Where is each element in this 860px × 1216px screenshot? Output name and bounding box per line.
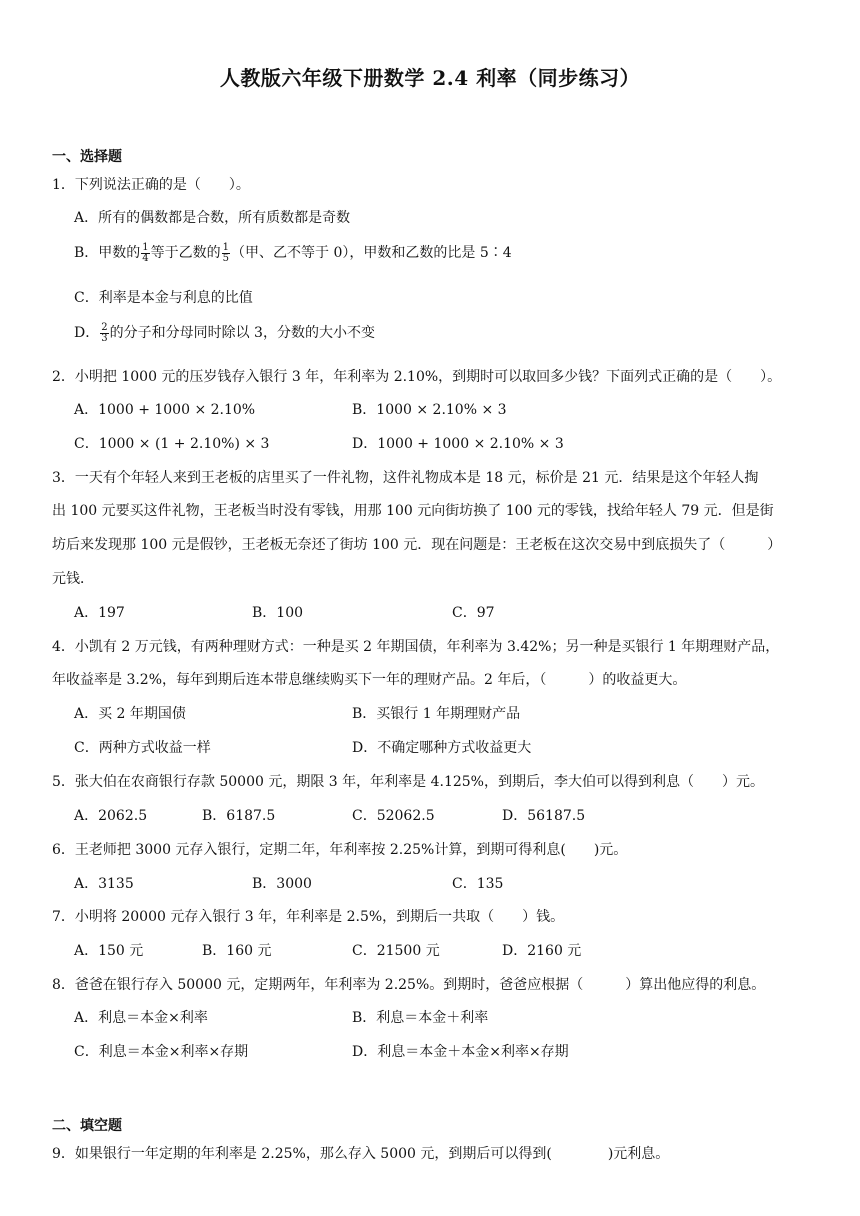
question-3-option-c: C．97	[452, 605, 495, 621]
question-1-option-a: A．所有的偶数都是合数，所有质数都是奇数	[74, 210, 351, 226]
question-2-option-d: D．1000 + 1000 × 2.10% × 3	[352, 436, 564, 452]
question-3-option-a: A．197	[74, 605, 125, 621]
question-4-line-2: 年收益率是 3.2%，每年到期后连本带息继续购买下一年的理财产品。2 年后，（ ）的收益更大。	[52, 672, 687, 688]
question-8-option-d: D．利息＝本金＋本金×利率×存期	[352, 1044, 569, 1060]
question-5-stem: 5．张大伯在农商银行存款 50000 元，期限 3 年，年利率是 4.125%，到期后，李大伯可以得到利息（ ）元。	[52, 774, 764, 790]
question-3-line-3: 坊后来发现那 100 元是假钞，王老板无奈还了街坊 100 元．现在问题是：王老板在这次交易中到底损失了（ ）	[52, 537, 782, 553]
section-fill-heading: 二、填空题	[52, 1118, 122, 1134]
question-3-option-b: B．100	[252, 605, 304, 621]
fraction-one-fifth: $\frac{1}{5}$	[222, 241, 230, 264]
question-8-stem: 8．爸爸在银行存入 50000 元，定期两年，年利率为 2.25%。到期时，爸爸应根据（ ）算出他应得的利息。	[52, 977, 766, 993]
fraction-two-thirds: $\frac{2}{3}$	[101, 321, 108, 344]
question-4-option-b: B．买银行 1 年期理财产品	[352, 706, 521, 722]
question-1-option-c: C．利率是本金与利息的比值	[74, 290, 253, 306]
question-6-stem: 6．王老师把 3000 元存入银行，定期二年，年利率按 2.25%计算，到期可得利息( )元。	[52, 842, 628, 858]
question-5-option-c: C．52062.5	[352, 808, 435, 824]
section-choice-heading: 一、选择题	[52, 149, 122, 165]
fraction-one-fourth: $\frac{1}{4}$	[142, 241, 149, 264]
question-7-option-d: D．2160 元	[502, 943, 582, 959]
question-4-option-c: C．两种方式收益一样	[74, 740, 211, 756]
question-4-option-d: D．不确定哪种方式收益更大	[352, 740, 532, 756]
question-7-option-c: C．21500 元	[352, 943, 440, 959]
question-1-stem: 1．下列说法正确的是（ ）。	[52, 177, 250, 193]
question-5-option-b: B．6187.5	[202, 808, 276, 824]
question-3-line-2: 出 100 元要买这件礼物，王老板当时没有零钱，用那 100 元向街坊换了 100 元的零钱，找给年轻人 79 元．但是街	[52, 503, 774, 519]
question-3-line-1: 3．一天有个年轻人来到王老板的店里买了一件礼物，这件礼物成本是 18 元，标价是 21 元．结果是这个年轻人掏	[52, 470, 759, 486]
question-1-option-b: B．甲数的 $\frac{1}{4}$ 等于乙数的 $\frac{1}{5}$ （甲、乙不等于 0），甲数和乙数的比是 5∶4	[74, 241, 512, 264]
question-2-option-b: B．1000 × 2.10% × 3	[352, 402, 507, 418]
question-2-option-c: C．1000 × (1 + 2.10%) × 3	[74, 436, 270, 452]
question-2-option-a: A．1000 + 1000 × 2.10%	[74, 402, 256, 418]
question-6-option-b: B．3000	[252, 876, 312, 892]
question-8-option-a: A．利息＝本金×利率	[74, 1010, 208, 1026]
page-title: 人教版六年级下册数学 2.4 利率（同步练习）	[219, 66, 641, 90]
question-2-stem: 2．小明把 1000 元的压岁钱存入银行 3 年，年利率为 2.10%，到期时可以取回多少钱？下面列式正确的是（ ）。	[52, 369, 782, 385]
question-7-option-a: A．150 元	[74, 943, 144, 959]
question-7-option-b: B．160 元	[202, 943, 272, 959]
question-5-option-d: D．56187.5	[502, 808, 586, 824]
question-4-line-1: 4．小凯有 2 万元钱，有两种理财方式：一种是买 2 年期国债，年利率为 3.42%；另一种是买银行 1 年期理财产品，	[52, 639, 780, 655]
question-3-line-4: 元钱．	[52, 571, 94, 587]
question-6-option-c: C．135	[452, 876, 504, 892]
question-8-option-b: B．利息＝本金＋利率	[352, 1010, 489, 1026]
question-9-stem: 9．如果银行一年定期的年利率是 2.25%，那么存入 5000 元，到期后可以得到( )元利息。	[52, 1146, 670, 1162]
question-7-stem: 7．小明将 20000 元存入银行 3 年，年利率是 2.5%，到期后一共取（ ）钱。	[52, 909, 565, 925]
question-1-option-d: D． $\frac{2}{3}$ 的分子和分母同时除以 3，分数的大小不变	[74, 321, 375, 344]
question-4-option-a: A．买 2 年期国债	[74, 706, 186, 722]
question-8-option-c: C．利息＝本金×利率×存期	[74, 1044, 249, 1060]
question-6-option-a: A．3135	[74, 876, 134, 892]
question-5-option-a: A．2062.5	[74, 808, 148, 824]
